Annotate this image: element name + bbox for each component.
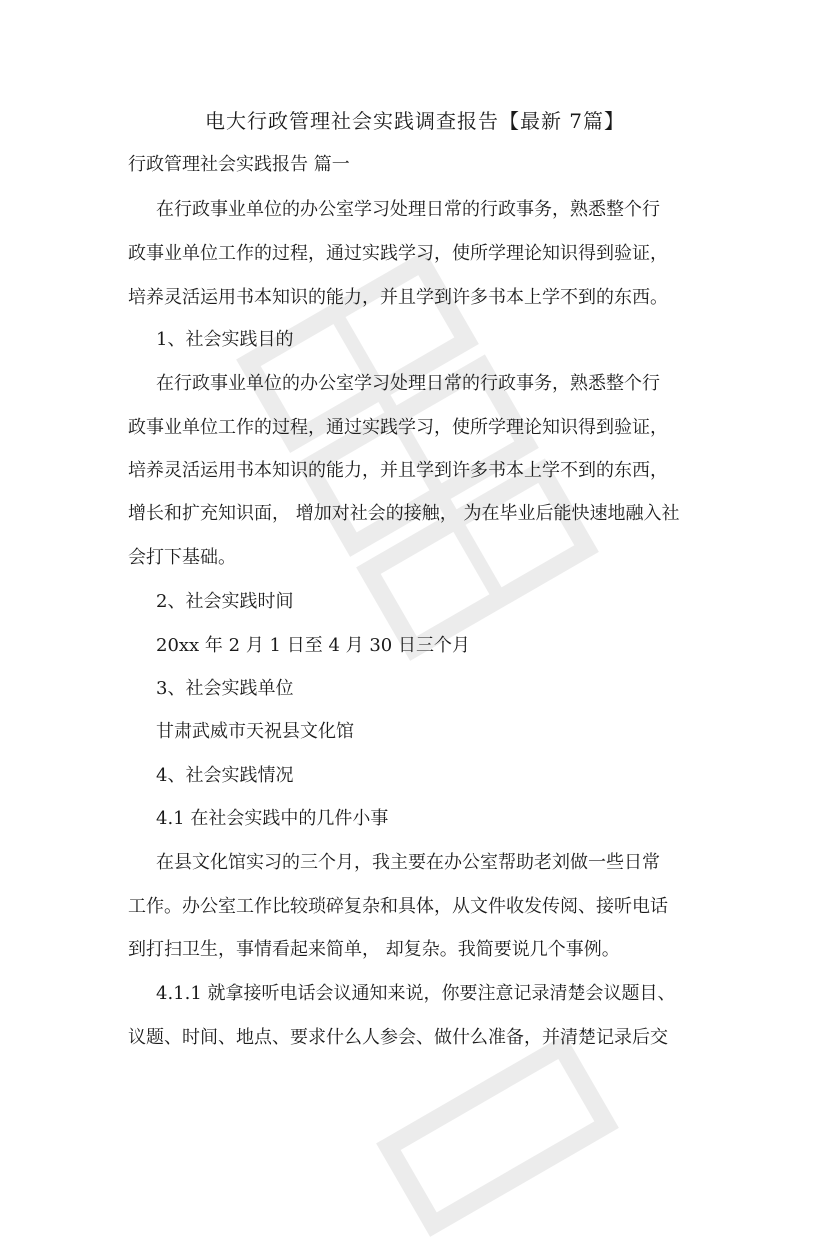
- watermark-icon: [366, 1028, 634, 1252]
- paragraph-line: 在行政事业单位的办公室学习处理日常的行政事务，熟悉整个行: [156, 373, 660, 394]
- subheading: 2、社会实践时间: [156, 591, 294, 612]
- paragraph-line: 增长和扩充知识面， 增加对社会的接触， 为在毕业后能快速地融入社: [128, 503, 680, 524]
- paragraph-line: 培养灵活运用书本知识的能力，并且学到许多书本上学不到的东西。: [128, 287, 668, 308]
- paragraph-line: 工作。办公室工作比较琐碎复杂和具体，从文件收发传阅、接听电话: [128, 896, 668, 917]
- paragraph-line: 政事业单位工作的过程，通过实践学习，使所学理论知识得到验证，: [128, 417, 668, 438]
- paragraph-line: 会打下基础。: [128, 547, 236, 568]
- paragraph-line: 在行政事业单位的办公室学习处理日常的行政事务，熟悉整个行: [156, 199, 660, 220]
- paragraph-line: 4.1.1 就拿接听电话会议通知来说，你要注意记录清楚会议题目、: [156, 983, 676, 1004]
- paragraph-line: 培养灵活运用书本知识的能力，并且学到许多书本上学不到的东西，: [128, 460, 668, 481]
- paragraph-line: 政事业单位工作的过程，通过实践学习，使所学理论知识得到验证，: [128, 243, 668, 264]
- subheading: 1、社会实践目的: [156, 329, 294, 350]
- subheading: 4、社会实践情况: [156, 765, 294, 786]
- section-heading: 行政管理社会实践报告 篇一: [128, 154, 350, 175]
- paragraph-line: 在县文化馆实习的三个月，我主要在办公室帮助老刘做一些日常: [156, 852, 660, 873]
- paragraph-line: 到打扫卫生，事情看起来简单， 却复杂。我简要说几个事例。: [128, 939, 620, 960]
- document-title: 电大行政管理社会实践调查报告【最新 7篇】: [204, 109, 626, 133]
- paragraph-line: 20xx 年 2 月 1 日至 4 月 30 日三个月: [156, 635, 470, 656]
- subheading: 3、社会实践单位: [156, 678, 294, 699]
- paragraph-line: 甘肃武威市天祝县文化馆: [156, 721, 354, 742]
- paragraph-line: 议题、时间、地点、要求什么人参会、做什么准备，并清楚记录后交: [128, 1027, 668, 1048]
- subheading: 4.1 在社会实践中的几件小事: [156, 808, 389, 829]
